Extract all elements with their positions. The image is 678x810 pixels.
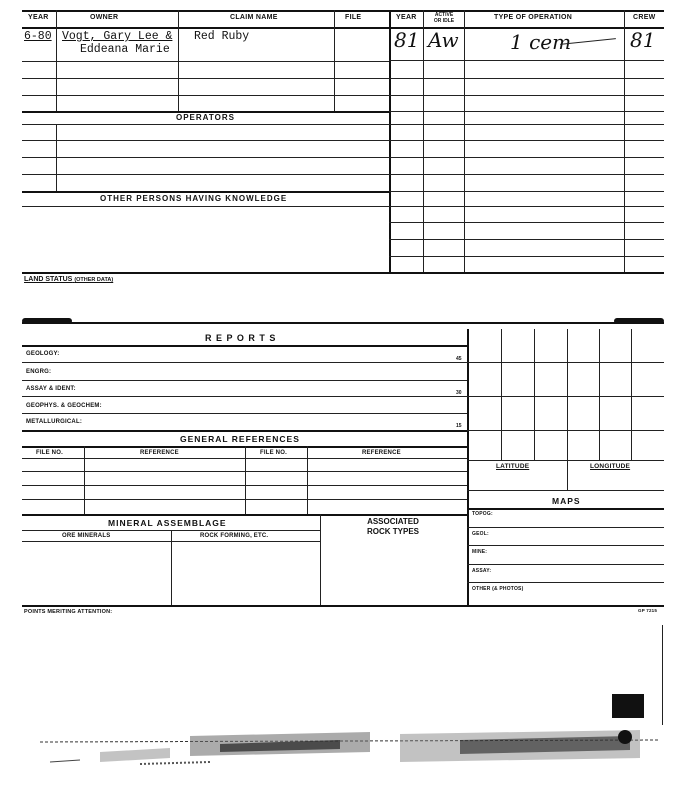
other-persons-title: OTHER PERSONS HAVING KNOWLEDGE	[100, 194, 288, 203]
rock-forming: ROCK FORMING, ETC.	[200, 533, 269, 539]
ore-minerals: ORE MINERALS	[62, 533, 111, 539]
reports-title: R E P O R T S	[205, 333, 277, 343]
associated-rock-types: ASSOCIATED ROCK TYPES	[366, 517, 419, 536]
header-file: FILE	[345, 14, 362, 21]
longitude-label: LONGITUDE	[590, 463, 631, 470]
grid-number-15: 15	[456, 423, 462, 429]
header-crew: CREW	[633, 14, 656, 21]
header-bottom-border	[22, 27, 664, 29]
maps-assay: ASSAY:	[472, 568, 492, 574]
maps-title: MAPS	[552, 496, 581, 506]
maps-other: OTHER (& PHOTOS)	[472, 586, 524, 592]
operators-title: OPERATORS	[176, 113, 235, 122]
header-year: YEAR	[28, 14, 49, 21]
entry-owner-line2: Eddeana Marie	[80, 43, 170, 56]
ref-reference-2: REFERENCE	[362, 450, 401, 456]
header-type-of-operation: TYPE OF OPERATION	[494, 14, 573, 21]
header-claim-name: CLAIM NAME	[230, 14, 278, 21]
latitude-label: LATITUDE	[496, 463, 530, 470]
entry-claim-name: Red Ruby	[194, 30, 250, 43]
maps-mine: MINE:	[472, 549, 488, 555]
maps-geol: GEOL:	[472, 531, 489, 537]
general-references-title: GENERAL REFERENCES	[180, 434, 300, 444]
scan-artifact-block	[612, 694, 644, 718]
header-year-2: YEAR	[396, 14, 417, 21]
grid-number-30: 30	[456, 390, 462, 396]
scan-noise-band	[40, 722, 660, 770]
middle-top-border	[22, 322, 664, 324]
activity-year: 81	[394, 28, 420, 52]
header-active-idle: ACTIVE OR IDLE	[433, 12, 455, 24]
main-divider	[389, 10, 391, 272]
entry-year: 6-80	[24, 30, 52, 43]
activity-status: Aw	[428, 28, 459, 52]
activity-crew: 81	[630, 28, 656, 52]
smudge-right	[614, 318, 664, 324]
points-meriting-attention: POINTS MERITING ATTENTION:	[24, 609, 113, 615]
smudge-left	[22, 318, 72, 324]
scan-noise-svg	[40, 722, 660, 770]
entry-owner-line1: Vogt, Gary Lee &	[62, 30, 173, 43]
form-code: GP 7215	[638, 608, 658, 613]
activity-operation: 1 cem	[510, 30, 572, 54]
report-geology: GEOLOGY:	[26, 351, 60, 357]
top-border	[22, 10, 664, 12]
land-status-label: LAND STATUS (OTHER DATA)	[24, 276, 114, 283]
ref-reference: REFERENCE	[140, 450, 179, 456]
report-engrg: ENGRG:	[26, 369, 52, 375]
report-geophys: GEOPHYS. & GEOCHEM:	[26, 403, 102, 409]
header-owner: OWNER	[90, 14, 119, 21]
report-assay: ASSAY & IDENT:	[26, 386, 76, 392]
middle-bottom-border	[22, 605, 664, 607]
grid-number-45: 45	[456, 356, 462, 362]
maps-topog: TOPOG:	[472, 511, 493, 517]
mineral-assemblage-title: MINERAL ASSEMBLAGE	[108, 518, 227, 528]
report-metallurgical: METALLURGICAL:	[26, 419, 83, 425]
top-section-bottom	[22, 272, 664, 274]
ref-file-no-2: FILE NO.	[260, 450, 287, 456]
ref-file-no: FILE NO.	[36, 450, 63, 456]
